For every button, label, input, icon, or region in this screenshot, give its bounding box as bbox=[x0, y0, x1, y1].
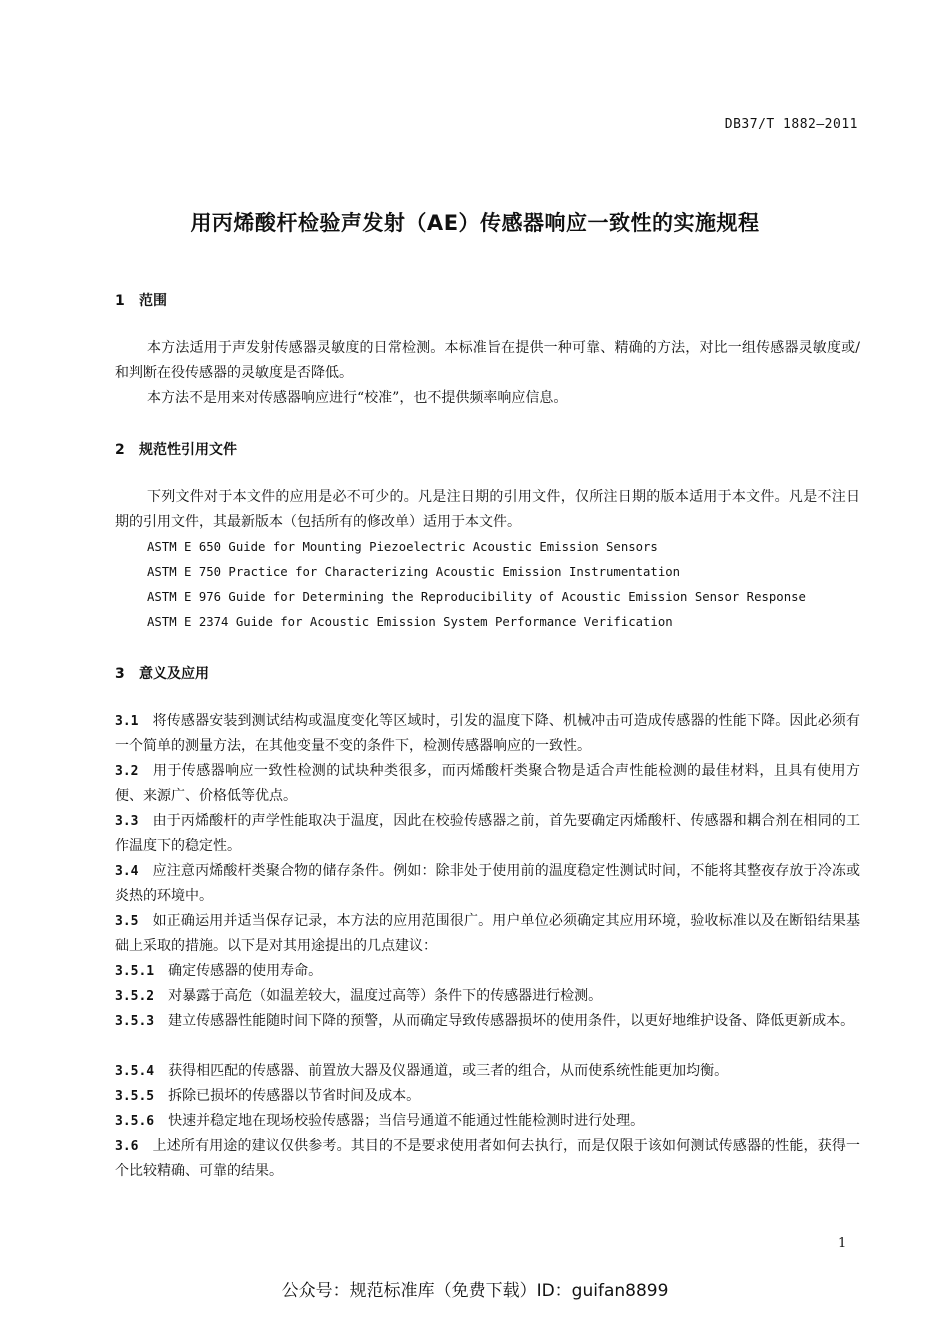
clause-3-6 bbox=[115, 1134, 860, 1184]
section-title: 规范性引用文件 bbox=[139, 442, 237, 458]
section-heading-references bbox=[115, 439, 237, 459]
clause-text: 由于丙烯酸杆的声学性能取决于温度，因此在校验传感器之前，首先要确定丙烯酸杆、传感器和耦合剂在相同的工作温度下的稳定性。 bbox=[115, 813, 860, 854]
clause-number: 3.5.4 bbox=[115, 1064, 155, 1079]
document-title: 用丙烯酸杆检验声发射（AE）传感器响应一致性的实施规程 bbox=[190, 211, 760, 235]
clause-text: 上述所有用途的建议仅供参考。其目的不是要求使用者如何去执行，而是仅限于该如何测试传感器的性能，获得一个比较精确、可靠的结果。 bbox=[115, 1138, 860, 1179]
clause-text: 对暴露于高危（如温差较大，温度过高等）条件下的传感器进行检测。 bbox=[168, 988, 603, 1004]
clause-text: 将传感器安装到测试结构或温度变化等区域时，引发的温度下降、机械冲击可造成传感器的性能下降。因此必须有一个简单的测量方法，在其他变量不变的条件下，检测传感器响应的一致性。 bbox=[115, 713, 860, 754]
clause-text: 确定传感器的使用寿命。 bbox=[168, 963, 323, 979]
clause-number: 3.5.1 bbox=[115, 964, 155, 979]
standard-number: DB37/T 1882—2011 bbox=[724, 117, 858, 132]
clause-3-5-6 bbox=[115, 1109, 860, 1134]
clause-number: 3.2 bbox=[115, 764, 139, 779]
clause-3-5-1 bbox=[115, 959, 860, 984]
clause-3-5-4 bbox=[115, 1059, 860, 1084]
clause-number: 3.5.6 bbox=[115, 1114, 155, 1129]
section-heading-significance bbox=[115, 663, 209, 683]
clause-number: 3.5 bbox=[115, 914, 139, 929]
section-title: 范围 bbox=[139, 293, 167, 309]
clause-number: 3.5.2 bbox=[115, 989, 155, 1004]
clause-text: 获得相匹配的传感器、前置放大器及仪器通道，或三者的组合，从而使系统性能更加均衡。 bbox=[168, 1063, 729, 1079]
reference-item: ASTM E 750 Practice for Characterizing Acoustic Emission Instrumentation bbox=[147, 565, 681, 579]
clause-3-5 bbox=[115, 909, 860, 959]
clause-number: 3.3 bbox=[115, 814, 139, 829]
clause-text: 如正确运用并适当保存记录，本方法的应用范围很广。用户单位必须确定其应用环境，验收标准以及在断铅结果基础上采取的措施。以下是对其用途提出的几点建议： bbox=[115, 913, 860, 954]
scope-paragraph-1: 本方法适用于声发射传感器灵敏度的日常检测。本标准旨在提供一种可靠、精确的方法，对比一组传感器灵敏度或/和判断在役传感器的灵敏度是否降低。 bbox=[115, 340, 860, 381]
clause-number: 3.6 bbox=[115, 1139, 139, 1154]
clause-text: 快速并稳定地在现场校验传感器；当信号通道不能通过性能检测时进行处理。 bbox=[168, 1113, 645, 1129]
references-intro: 下列文件对于本文件的应用是必不可少的。凡是注日期的引用文件，仅所注日期的版本适用于本文件。凡是不注日期的引用文件，其最新版本（包括所有的修改单）适用于本文件。 bbox=[115, 489, 860, 530]
clause-3-1 bbox=[115, 709, 860, 759]
reference-item: ASTM E 976 Guide for Determining the Reproducibility of Acoustic Emission Sensor Response bbox=[147, 590, 806, 604]
section-title: 意义及应用 bbox=[139, 666, 209, 682]
clause-3-5-2 bbox=[115, 984, 860, 1009]
clause-text: 应注意丙烯酸杆类聚合物的储存条件。例如：除非处于使用前的温度稳定性测试时间，不能将其整夜存放于冷冻或炎热的环境中。 bbox=[115, 863, 860, 904]
scope-paragraph-2: 本方法不是用来对传感器响应进行“校准”，也不提供频率响应信息。 bbox=[147, 390, 568, 406]
section-number: 2 bbox=[115, 442, 125, 458]
clause-text: 用于传感器响应一致性检测的试块种类很多，而丙烯酸杆类聚合物是适合声性能检测的最佳材料，且具有使用方便、来源广、价格低等优点。 bbox=[115, 763, 860, 804]
clause-number: 3.5.3 bbox=[115, 1014, 155, 1029]
page-number: 1 bbox=[838, 1236, 847, 1251]
clause-3-4 bbox=[115, 859, 860, 909]
clause-3-5-5 bbox=[115, 1084, 860, 1109]
clause-text: 建立传感器性能随时间下降的预警，从而确定导致传感器损坏的使用条件，以更好地维护设备、降低更新成本。 bbox=[168, 1013, 855, 1029]
footer-watermark: 公众号：规范标准库（免费下载）ID：guifan8899 bbox=[281, 1281, 669, 1301]
clause-number: 3.5.5 bbox=[115, 1089, 155, 1104]
section-number: 1 bbox=[115, 293, 125, 309]
clause-text: 拆除已损坏的传感器以节省时间及成本。 bbox=[168, 1088, 421, 1104]
clause-3-5-3 bbox=[115, 1009, 860, 1034]
section-heading-scope bbox=[115, 290, 167, 310]
clause-3-2 bbox=[115, 759, 860, 809]
reference-item: ASTM E 2374 Guide for Acoustic Emission System Performance Verification bbox=[147, 615, 673, 629]
reference-item: ASTM E 650 Guide for Mounting Piezoelectric Acoustic Emission Sensors bbox=[147, 540, 658, 554]
clause-3-3 bbox=[115, 809, 860, 859]
clause-number: 3.4 bbox=[115, 864, 139, 879]
section-number: 3 bbox=[115, 666, 125, 682]
clause-number: 3.1 bbox=[115, 714, 139, 729]
